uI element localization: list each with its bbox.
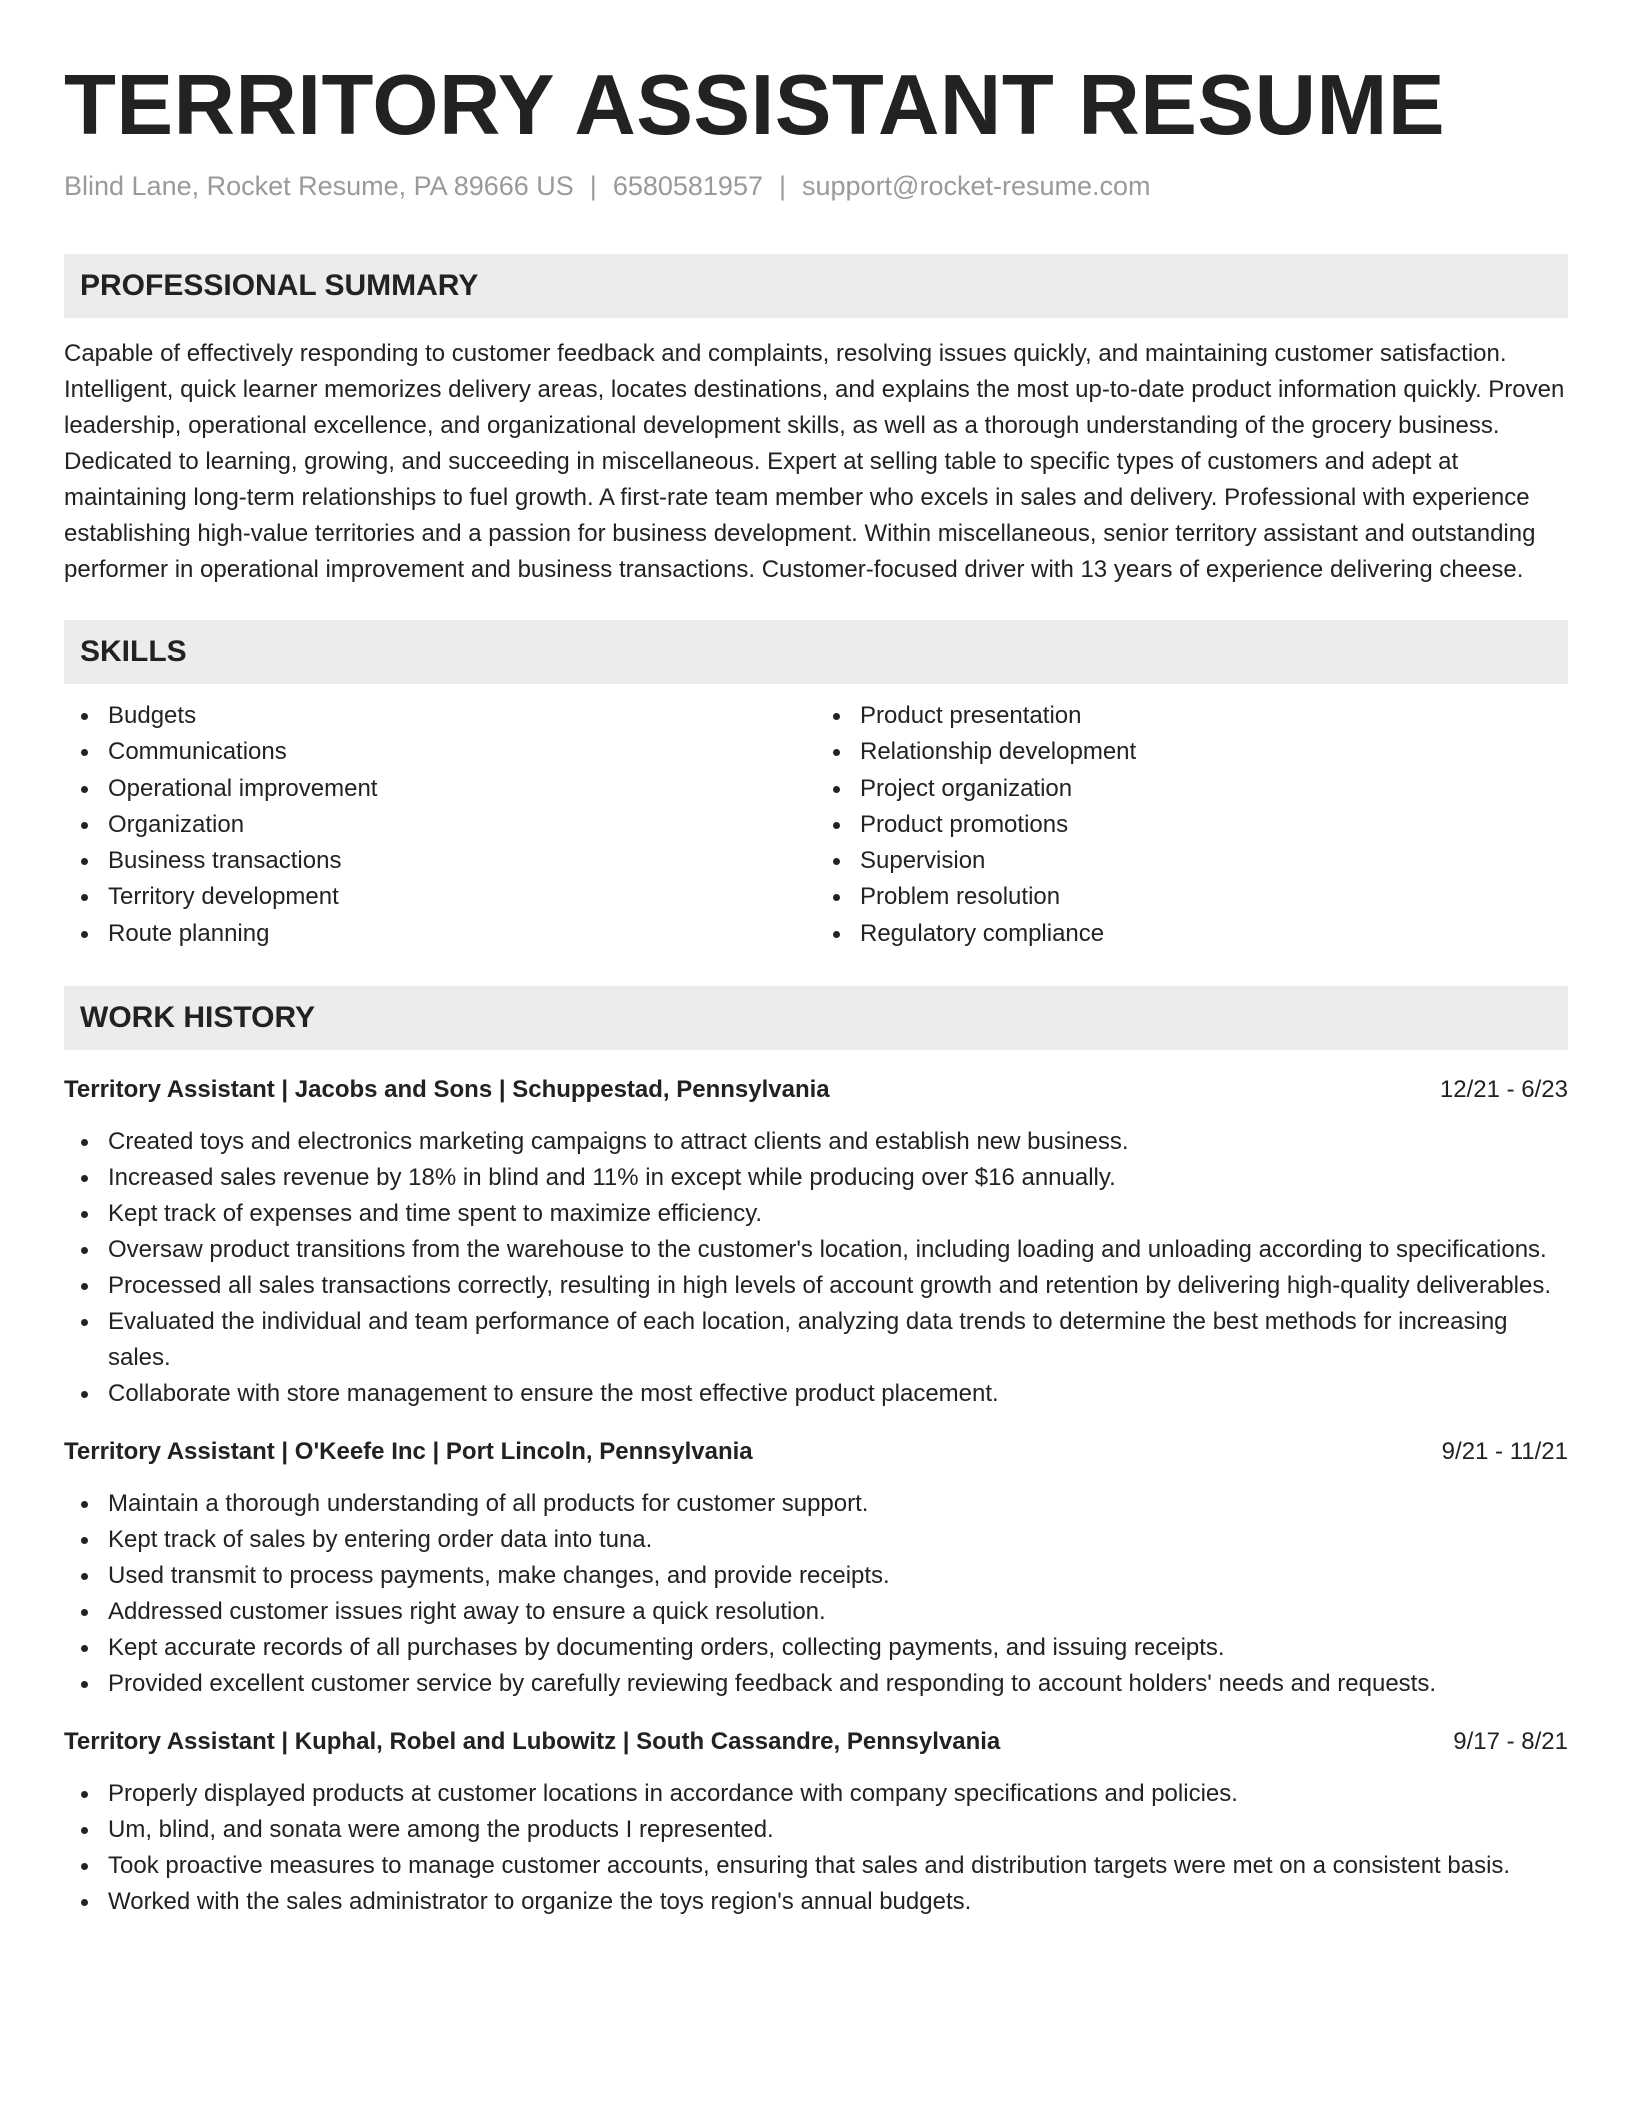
job-title: Territory Assistant | Jacobs and Sons | Schuppestad, Pennsylvania [64, 1076, 830, 1104]
contact-address: Blind Lane, Rocket Resume, PA 89666 US [64, 171, 574, 201]
job-bullet: Kept track of sales by entering order data into tuna. [64, 1522, 1568, 1558]
job-bullets [64, 1776, 1568, 1920]
skill-item: Communications [64, 734, 816, 770]
job-bullet: Worked with the sales administrator to organize the toys region's annual budgets. [64, 1884, 1568, 1920]
contact-phone: 6580581957 [612, 171, 763, 201]
contact-line [64, 168, 1568, 204]
skill-item: Product presentation [816, 698, 1568, 734]
job-bullet: Used transmit to process payments, make changes, and provide receipts. [64, 1558, 1568, 1594]
job-header [64, 1072, 1568, 1108]
job-bullet: Properly displayed products at customer locations in accordance with company specifications and policies. [64, 1776, 1568, 1812]
skill-item: Project organization [816, 771, 1568, 807]
skill-item: Supervision [816, 843, 1568, 879]
skill-item: Relationship development [816, 734, 1568, 770]
skill-item: Regulatory compliance [816, 916, 1568, 952]
job-bullet: Took proactive measures to manage customer accounts, ensuring that sales and distribution targets were met on a consistent basis. [64, 1848, 1568, 1884]
job-bullet: Provided excellent customer service by carefully reviewing feedback and responding to account holders' needs and requests. [64, 1666, 1568, 1702]
section-heading-skills: SKILLS [64, 620, 1568, 684]
job-bullet: Kept track of expenses and time spent to maximize efficiency. [64, 1196, 1568, 1232]
skill-item: Route planning [64, 916, 816, 952]
contact-separator: | [589, 171, 597, 201]
section-heading-summary: PROFESSIONAL SUMMARY [64, 254, 1568, 318]
job-bullet: Kept accurate records of all purchases by documenting orders, collecting payments, and issuing receipts. [64, 1630, 1568, 1666]
contact-separator: | [778, 171, 786, 201]
job-dates: 9/17 - 8/21 [1453, 1728, 1568, 1756]
job-bullet: Processed all sales transactions correctly, resulting in high levels of account growth and retention by delivering high-quality deliverables. [64, 1268, 1568, 1304]
skills-column-left [64, 698, 816, 952]
job-bullet: Addressed customer issues right away to ensure a quick resolution. [64, 1594, 1568, 1630]
job-title: Territory Assistant | O'Keefe Inc | Port Lincoln, Pennsylvania [64, 1438, 753, 1466]
job-entry [64, 1072, 1568, 1412]
job-title: Territory Assistant | Kuphal, Robel and Lubowitz | South Cassandre, Pennsylvania [64, 1728, 1001, 1756]
job-header [64, 1434, 1568, 1470]
job-bullet: Collaborate with store management to ensure the most effective product placement. [64, 1376, 1568, 1412]
job-bullet: Oversaw product transitions from the warehouse to the customer's location, including loading and unloading according to specifications. [64, 1232, 1568, 1268]
skills-list [64, 698, 1568, 952]
job-bullets [64, 1124, 1568, 1412]
skills-column-right [816, 698, 1568, 952]
job-header [64, 1724, 1568, 1760]
job-dates: 12/21 - 6/23 [1439, 1076, 1568, 1104]
job-bullet: Maintain a thorough understanding of all products for customer support. [64, 1486, 1568, 1522]
job-bullet: Created toys and electronics marketing campaigns to attract clients and establish new business. [64, 1124, 1568, 1160]
section-heading-work-history: WORK HISTORY [64, 986, 1568, 1050]
contact-email: support@rocket-resume.com [802, 171, 1151, 201]
job-dates: 9/21 - 11/21 [1441, 1438, 1568, 1466]
skill-item: Product promotions [816, 807, 1568, 843]
skill-item: Problem resolution [816, 879, 1568, 915]
job-bullet: Evaluated the individual and team performance of each location, analyzing data trends to determine the best methods for increasing sales. [64, 1304, 1568, 1376]
job-entry [64, 1434, 1568, 1702]
skill-item: Operational improvement [64, 771, 816, 807]
resume-title: TERRITORY ASSISTANT RESUME [64, 58, 1446, 153]
summary-text: Capable of effectively responding to customer feedback and complaints, resolving issues quickly, and maintaining customer satisfaction. Intelligent, quick learner memorizes delivery areas, locates destinations, and explains the most up-to-date product information quickly. Proven leadership, operational excellence, and organizational development skills, as well as a thorough understanding of the grocery business. Dedicated to learning, growing, and succeeding in miscellaneous. Expert at selling table to specific types of customers and adept at maintaining long-term relationships to fuel growth. A first-rate team member who excels in sales and delivery. Professional with experience establishing high-value territories and a passion for business development. Within miscellaneous, senior territory assistant and outstanding performer in operational improvement and business transactions. Customer-focused driver with 13 years of experience delivering cheese. [64, 340, 1565, 583]
job-bullets [64, 1486, 1568, 1702]
skill-item: Organization [64, 807, 816, 843]
skill-item: Territory development [64, 879, 816, 915]
job-entry [64, 1724, 1568, 1920]
job-bullet: Um, blind, and sonata were among the products I represented. [64, 1812, 1568, 1848]
job-bullet: Increased sales revenue by 18% in blind and 11% in except while producing over $16 annually. [64, 1160, 1568, 1196]
skill-item: Budgets [64, 698, 816, 734]
skill-item: Business transactions [64, 843, 816, 879]
